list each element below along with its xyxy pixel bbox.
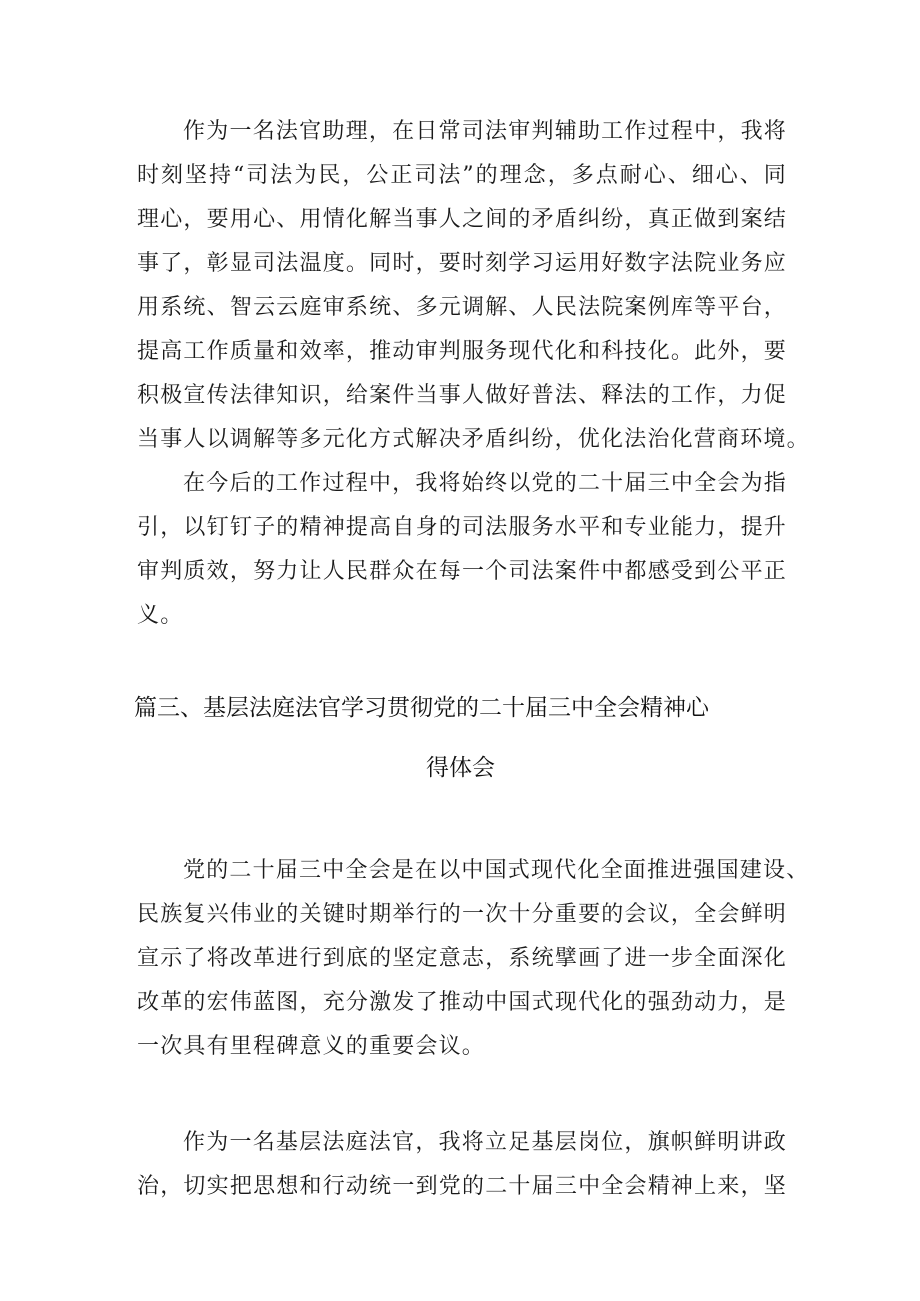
text-line: 党的二十届三中全会是在以中国式现代化全面推进强国建设、 <box>183 858 810 883</box>
text-line: 提高工作质量和效率，推动审判服务现代化和科技化。此外，要 <box>137 339 787 364</box>
text-line: 积极宣传法律知识，给案件当事人做好普法、释法的工作，力促 <box>137 383 787 408</box>
text-line: 时刻坚持“司法为民，公正司法”的理念，多点耐心、细心、同 <box>137 163 787 188</box>
text-line: 理心，要用心、用情化解当事人之间的矛盾纠纷，真正做到案结 <box>137 207 787 232</box>
text-line: 改革的宏伟蓝图，充分激发了推动中国式现代化的强劲动力，是 <box>137 990 787 1015</box>
text-line: 宣示了将改革进行到底的坚定意志，系统擘画了进一步全面深化 <box>137 946 787 971</box>
text-line: 治，切实把思想和行动统一到党的二十届三中全会精神上来，坚 <box>137 1174 787 1199</box>
text-line: 引，以钉钉子的精神提高自身的司法服务水平和专业能力，提升 <box>137 515 787 540</box>
section-title-line2: 得体会 <box>426 755 495 781</box>
text-line: 义。 <box>137 603 184 628</box>
text-line: 用系统、智云云庭审系统、多元调解、人民法院案例库等平台， <box>137 295 787 320</box>
section-title-line1: 篇三、基层法庭法官学习贯彻党的二十届三中全会精神心 <box>134 695 709 721</box>
text-line: 事了，彰显司法温度。同时，要时刻学习运用好数字法院业务应 <box>137 251 787 276</box>
text-line: 作为一名法官助理，在日常司法审判辅助工作过程中，我将 <box>183 119 787 144</box>
text-line: 在今后的工作过程中，我将始终以党的二十届三中全会为指 <box>183 471 787 496</box>
text-line: 作为一名基层法庭法官，我将立足基层岗位，旗帜鲜明讲政 <box>183 1130 787 1155</box>
text-line: 民族复兴伟业的关键时期举行的一次十分重要的会议，全会鲜明 <box>137 902 787 927</box>
text-line: 当事人以调解等多元化方式解决矛盾纠纷，优化法治化营商环境。 <box>137 427 810 452</box>
text-line: 一次具有里程碑意义的重要会议。 <box>137 1034 486 1059</box>
text-line: 审判质效，努力让人民群众在每一个司法案件中都感受到公平正 <box>137 559 787 584</box>
